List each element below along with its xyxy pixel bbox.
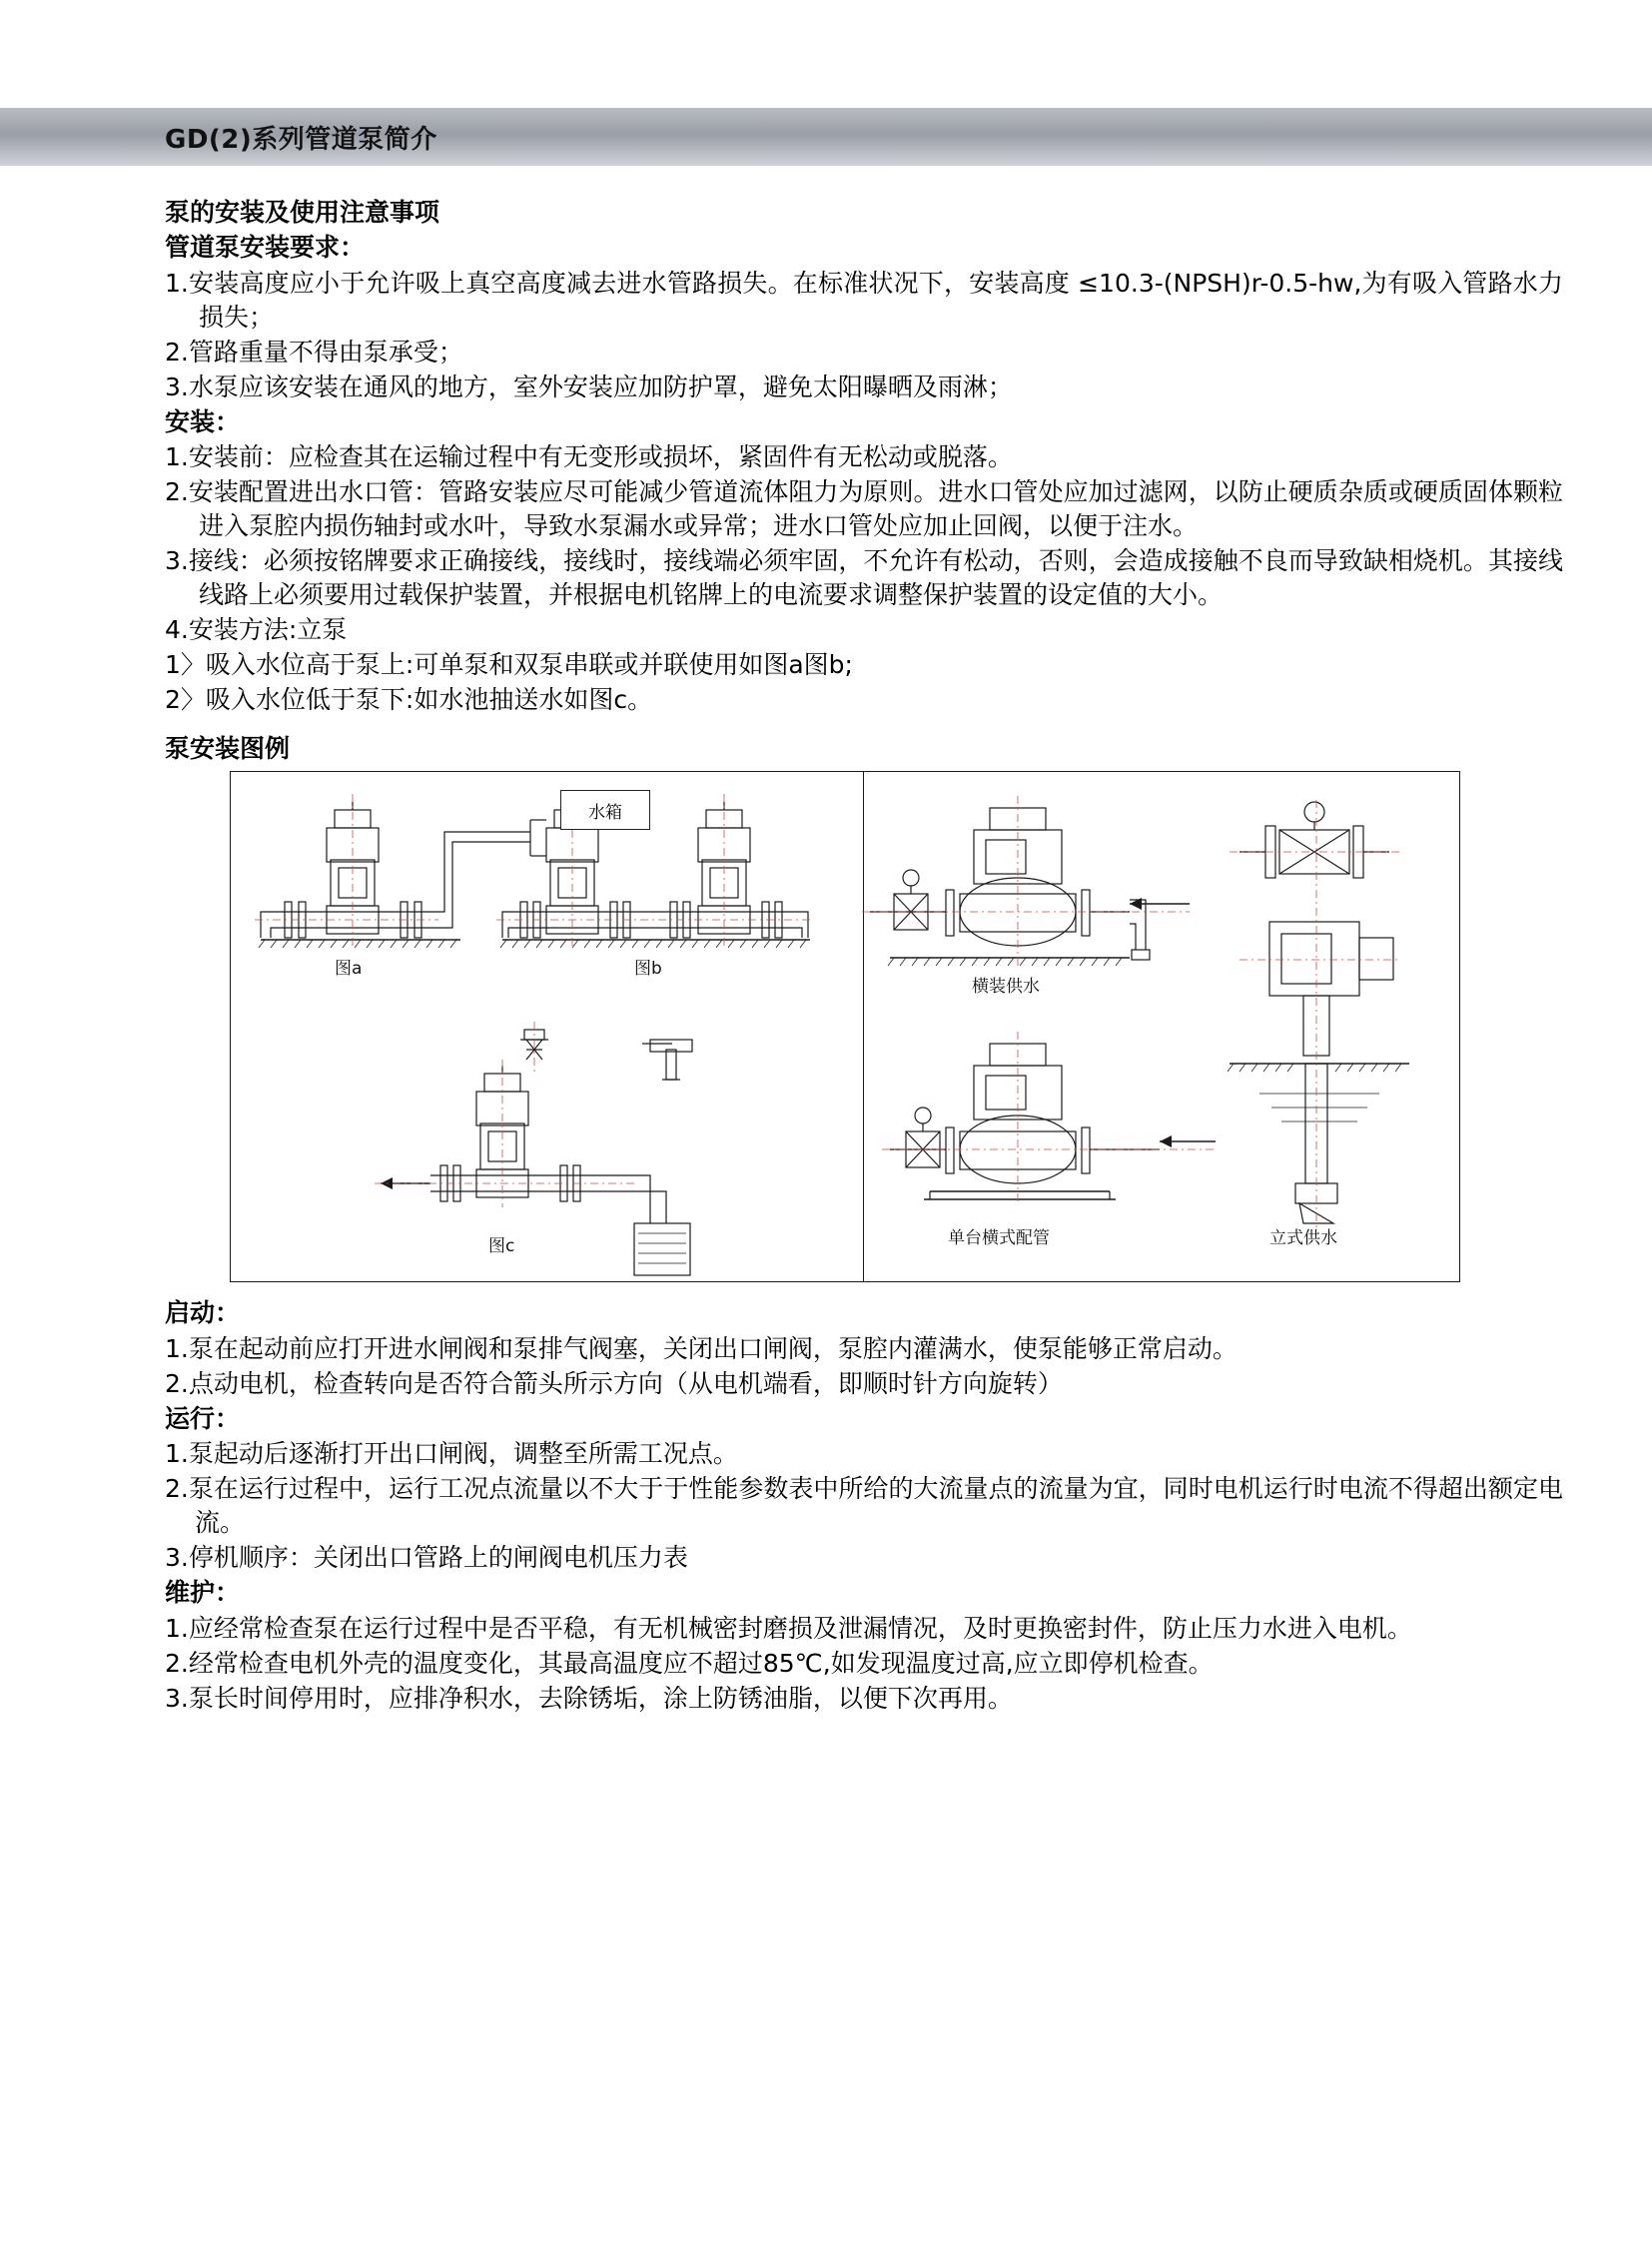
water-tank-label: 水箱 — [560, 790, 650, 830]
pump-installation-figure — [230, 771, 1460, 1282]
maintain-heading: 维护： — [165, 1578, 241, 1607]
run-item: 3.停机顺序：关闭出口管路上的闸阀电机压力表 — [165, 1543, 688, 1572]
run-item: 1.泵起动后逐渐打开出口闸阀，调整至所需工况点。 — [165, 1439, 738, 1468]
vertical-supply-label: 立式供水 — [1269, 1228, 1337, 1248]
install-item: 4.安装方法:立泵 — [165, 615, 348, 644]
start-item: 2.点动电机，检查转向是否符合箭头所示方向（从电机端看，即顺时针方向旋转） — [165, 1368, 1063, 1398]
page-title: GD(2)系列管道泵简介 — [165, 124, 437, 155]
figure-heading: 泵安装图例 — [165, 734, 291, 763]
maintain-item: 3.泵长时间停用时，应排净积水，去除锈垢，涂上防锈油脂，以便下次再用。 — [165, 1683, 1013, 1713]
run-item: 2.泵在运行过程中，运行工况点流量以不大于于性能参数表中所给的大流量点的流量为宜，同时电机运行时电流不得超出额定电流。 — [165, 1474, 1563, 1537]
figure-c-label: 图c — [488, 1236, 515, 1256]
notice-heading: 泵的安装及使用注意事项 — [165, 198, 440, 227]
horizontal-supply-label: 横装供水 — [972, 977, 1040, 997]
install-item: 1.安装前：应检查其在运输过程中有无变形或损坏，紧固件有无松动或脱落。 — [165, 442, 1013, 471]
figure-b-label: 图b — [634, 959, 662, 979]
install-item: 2〉吸入水位低于泵下:如水池抽送水如图c。 — [165, 685, 653, 714]
figure-drawing — [231, 772, 1459, 1281]
install-requirement-heading: 管道泵安装要求： — [165, 233, 366, 262]
install-item: 3.接线：必须按铭牌要求正确接线，接线时，接线端必须牢固，不允许有松动，否则，会造成接触不良而导致缺相烧机。其接线线路上必须要用过载保护装置，并根据电机铭牌上的电流要求调整保护装置的设定值的大小。 — [165, 546, 1563, 609]
start-item: 1.泵在起动前应打开进水闸阀和泵排气阀塞，关闭出口闸阀，泵腔内灌满水，使泵能够正常启动。 — [165, 1333, 1238, 1363]
install-requirement-item: 1.安装高度应小于允许吸上真空高度减去进水管路损失。在标准状况下，安装高度 ≤10.3-(NPSH)r-0.5-hw,为有吸入管路水力损失； — [165, 268, 1563, 332]
run-heading: 运行： — [165, 1403, 241, 1433]
install-item: 1〉吸入水位高于泵上:可单泵和双泵串联或并联使用如图a图b; — [165, 650, 853, 679]
install-heading: 安装： — [165, 406, 241, 436]
single-horizontal-piping-label: 单台横式配管 — [948, 1228, 1050, 1248]
install-requirement-item: 2.管路重量不得由泵承受； — [165, 337, 463, 367]
install-requirement-item: 3.水泵应该安装在通风的地方，室外安装应加防护罩，避免太阳曝晒及雨淋； — [165, 372, 1013, 401]
figure-a-label: 图a — [335, 959, 363, 979]
install-item: 2.安装配置进出水口管：管路安装应尽可能减少管道流体阻力为原则。进水口管处应加过滤网，以防止硬质杂质或硬质固体颗粒进入泵腔内损伤轴封或水叶，导致水泵漏水或异常；进水口管处应加止回阀，以便于注水。 — [165, 477, 1563, 540]
maintain-item: 2.经常检查电机外壳的温度变化，其最高温度应不超过85℃,如发现温度过高,应立即停机检查。 — [165, 1648, 1214, 1678]
document-body — [165, 196, 1563, 1717]
maintain-item: 1.应经常检查泵在运行过程中是否平稳，有无机械密封磨损及泄漏情况，及时更换密封件，防止压力水进入电机。 — [165, 1613, 1412, 1643]
page-header-band — [0, 108, 1652, 166]
start-heading: 启动： — [165, 1298, 241, 1327]
